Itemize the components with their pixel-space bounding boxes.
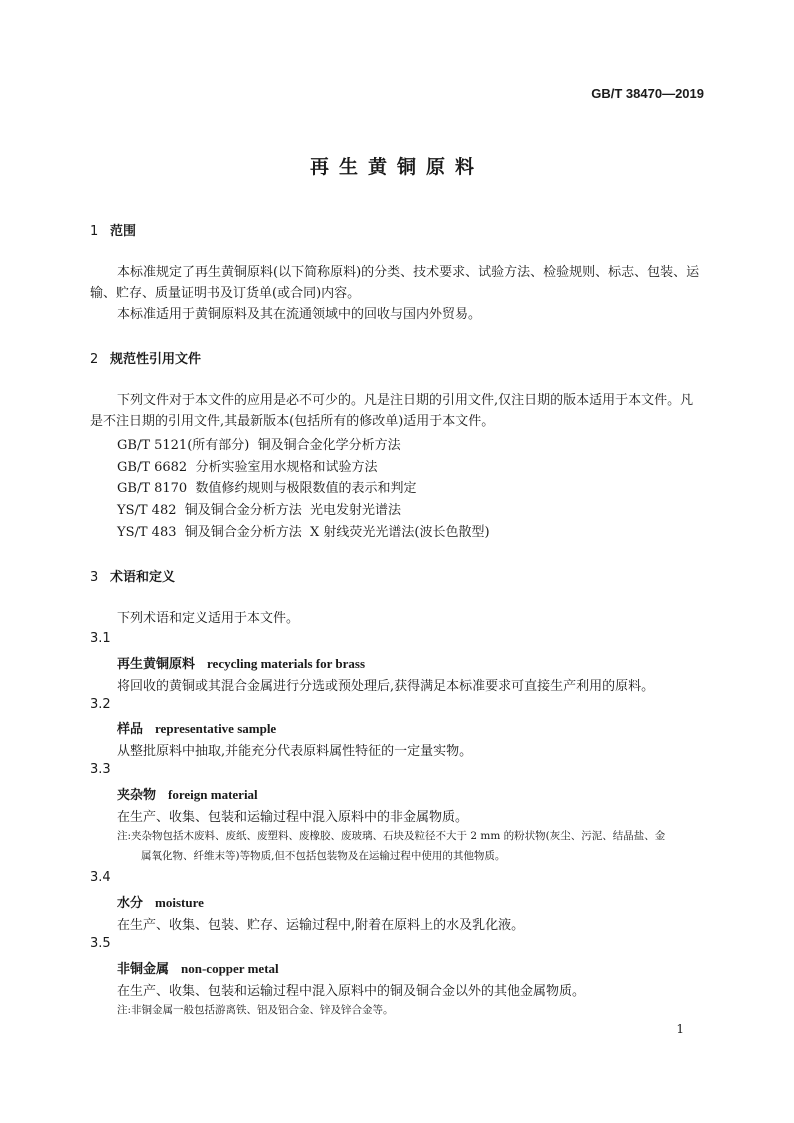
term-definition: 在生产、收集、包装和运输过程中混入原料中的铜及铜合金以外的其他金属物质。: [117, 984, 586, 999]
term-english: representative sample: [155, 721, 277, 736]
section-number: 2: [90, 352, 99, 367]
term-definition: 将回收的黄铜或其混合金属进行分选或预处理后,获得满足本标准要求可直接生产利用的原料。: [117, 679, 655, 694]
term-heading: [117, 892, 204, 911]
term-number: 3.4: [90, 870, 111, 885]
term-chinese: 夹杂物: [117, 788, 157, 803]
term-note: [117, 1000, 707, 1020]
section-title: 范围: [110, 224, 137, 239]
term-definition: 在生产、收集、包装和运输过程中混入原料中的非金属物质。: [117, 810, 469, 825]
section-3-heading: [90, 566, 175, 585]
note-line: 属氧化物、纤维末等)等物质,但不包括包装物及在运输过程中使用的其他物质。: [141, 850, 506, 862]
reference-item: GB/T 5121(所有部分) 铜及铜合金化学分析方法: [117, 438, 401, 453]
section-2-heading: [90, 348, 201, 367]
term-chinese: 再生黄铜原料: [117, 657, 196, 672]
section-3-intro: 下列术语和定义适用于本文件。: [117, 611, 300, 626]
reference-item: GB/T 6682 分析实验室用水规格和试验方法: [117, 460, 378, 475]
section-number: 1: [90, 224, 99, 239]
reference-item: YS/T 482 铜及铜合金分析方法 光电发射光谱法: [117, 503, 402, 518]
term-heading: [117, 958, 279, 977]
section-number: 3: [90, 570, 99, 585]
reference-item: GB/T 8170 数值修约规则与极限数值的表示和判定: [117, 481, 417, 496]
section-title: 术语和定义: [110, 570, 176, 585]
document-title: 再生黄铜原料: [309, 156, 484, 178]
section-1-heading: [90, 220, 136, 239]
term-number: 3.3: [90, 762, 111, 777]
term-note: [117, 826, 707, 866]
page-number: 1: [676, 1022, 684, 1036]
section-2-paragraph: 下列文件对于本文件的应用是必不可少的。凡是注日期的引用文件,仅注日期的版本适用于本文件。凡是不注日期的引用文件,其最新版本(包括所有的修改单)适用于本文件。: [90, 393, 694, 429]
standard-number: GB/T 38470—2019: [591, 86, 704, 101]
term-heading: [117, 653, 365, 672]
section-title: 规范性引用文件: [110, 352, 202, 367]
term-english: foreign material: [168, 787, 258, 802]
term-number: 3.2: [90, 697, 111, 712]
term-english: non-copper metal: [181, 961, 279, 976]
term-chinese: 水分: [117, 896, 144, 911]
term-english: recycling materials for brass: [207, 656, 366, 671]
note-line: 注:夹杂物包括木废料、废纸、废塑料、废橡胶、废玻璃、石块及粒径不大于 2 mm 的粉状物(灰尘、污泥、结晶盐、金: [117, 830, 666, 842]
term-heading: [117, 718, 276, 737]
term-number: 3.5: [90, 936, 111, 951]
reference-item: YS/T 483 铜及铜合金分析方法 X 射线荧光光谱法(波长色散型): [117, 525, 490, 540]
section-1-paragraph-1: 本标准规定了再生黄铜原料(以下简称原料)的分类、技术要求、试验方法、检验规则、标志、包装、运输、贮存、质量证明书及订货单(或合同)内容。: [90, 265, 700, 301]
term-number: 3.1: [90, 631, 111, 646]
term-definition: 从整批原料中抽取,并能充分代表原料属性特征的一定量实物。: [117, 744, 473, 759]
term-english: moisture: [155, 895, 204, 910]
term-chinese: 非铜金属: [117, 962, 170, 977]
term-chinese: 样品: [117, 722, 144, 737]
term-heading: [117, 784, 258, 803]
note-line: 注:非铜金属一般包括游离铁、铝及铝合金、锌及锌合金等。: [117, 1004, 394, 1016]
section-1-paragraph-2: 本标准适用于黄铜原料及其在流通领域中的回收与国内外贸易。: [117, 307, 482, 322]
term-definition: 在生产、收集、包装、贮存、运输过程中,附着在原料上的水及乳化液。: [117, 918, 525, 933]
